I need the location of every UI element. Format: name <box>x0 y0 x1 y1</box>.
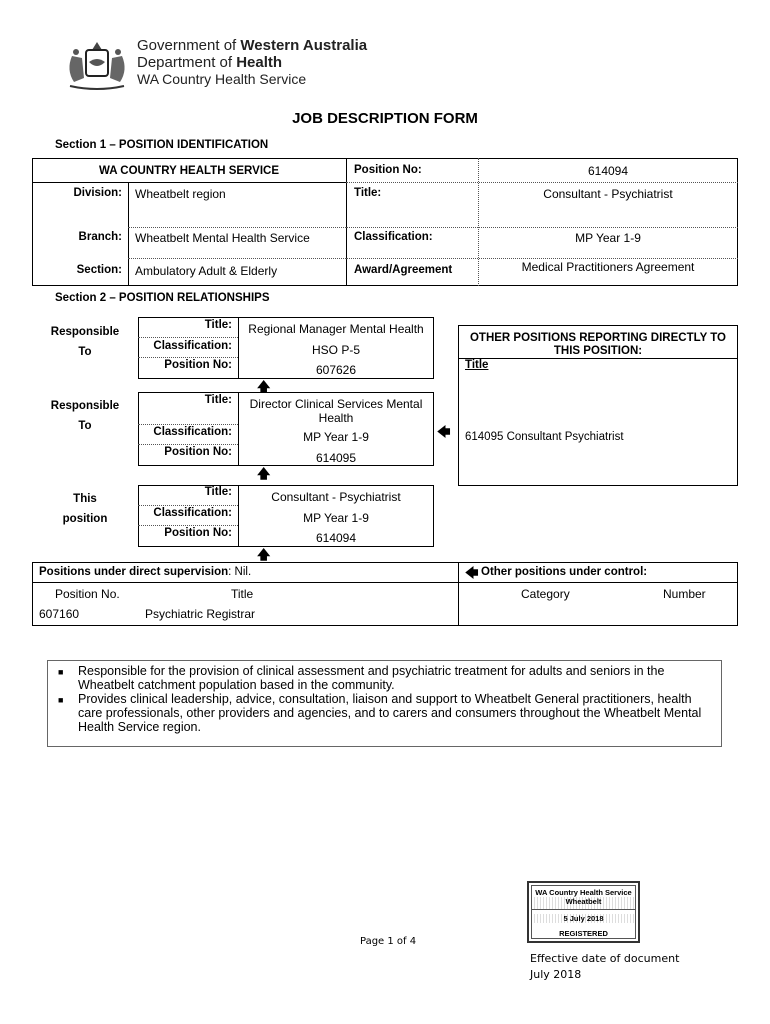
registered-stamp <box>527 881 640 943</box>
bullet-icon: ■ <box>58 695 64 705</box>
stamp-line2: Wheatbelt <box>532 897 635 910</box>
box2-title-value: Director Clinical Services Mental Health <box>249 397 423 425</box>
branch-value: Wheatbelt Mental Health Service <box>135 231 310 245</box>
supervision-row-title: Psychiatric Registrar <box>145 607 256 621</box>
stamp-line1: WA Country Health Service <box>535 888 632 897</box>
box2-posno-label: Position No: <box>164 446 232 458</box>
up-arrow-icon: 🡅 <box>257 547 271 562</box>
section-label: Section: <box>76 264 122 276</box>
service-name: WA Country Health Service <box>137 71 307 87</box>
box3-title-label: Title: <box>204 486 232 498</box>
box1-title-value: Regional Manager Mental Health <box>248 322 424 336</box>
award-value: Medical Practitioners Agreement <box>521 260 695 274</box>
classification-label: Classification: <box>354 231 433 243</box>
stamp-status: REGISTERED <box>559 929 608 938</box>
box1-class-label: Classification: <box>153 340 232 352</box>
up-arrow-icon: 🡅 <box>257 466 271 481</box>
box2-left-label: Responsible To <box>50 400 120 432</box>
box2-class-value: MP Year 1-9 <box>303 430 369 444</box>
up-arrow-icon: 🡅 <box>257 379 271 394</box>
box1-title-label: Title: <box>204 319 232 331</box>
other-positions-item: 614095 Consultant Psychiatrist <box>465 431 624 443</box>
position-no-value: 614094 <box>587 164 629 178</box>
effective-date: Effective date of document July 2018 <box>530 952 680 981</box>
supervision-col-posno: Position No. <box>55 587 120 601</box>
box3-posno-label: Position No: <box>164 527 232 539</box>
division-label: Division: <box>73 187 122 199</box>
control-label: Other positions under control: <box>481 566 648 578</box>
supervision-col-title: Title <box>231 587 254 601</box>
page-title: JOB DESCRIPTION FORM <box>292 110 478 127</box>
box1-posno-label: Position No: <box>164 359 232 371</box>
org-name: WA COUNTRY HEALTH SERVICE <box>99 165 279 177</box>
section1-heading: Section 1 – POSITION IDENTIFICATION <box>55 139 269 151</box>
box2-title-label: Title: <box>204 394 232 406</box>
classification-value: MP Year 1-9 <box>575 231 641 245</box>
branch-label: Branch: <box>78 231 122 243</box>
box2-posno-value: 614095 <box>315 451 357 465</box>
left-arrow-icon: 🡄 <box>437 424 451 439</box>
division-value: Wheatbelt region <box>135 187 226 201</box>
box1-class-value: HSO P-5 <box>311 343 360 357</box>
gov-name: Government of Western Australia <box>137 37 368 54</box>
dept-name: Department of Health <box>137 54 283 71</box>
bullet-icon: ■ <box>58 667 64 677</box>
supervision-label: Positions under direct supervision: Nil. <box>39 566 252 578</box>
title-label: Title: <box>354 187 382 199</box>
title-value: Consultant - Psychiatrist <box>543 187 673 201</box>
control-col-category: Category <box>521 587 570 601</box>
box3-class-value: MP Year 1-9 <box>303 511 369 525</box>
stamp-date: 5 July 2018 <box>532 914 635 923</box>
control-col-number: Number <box>663 587 706 601</box>
duty-item: Responsible for the provision of clinical assessment and psychiatric treatment for adults and seniors in the Wheatbelt catchment population based in the community. <box>78 664 665 692</box>
crest-logo <box>62 36 132 94</box>
box1-posno-value: 607626 <box>315 363 357 377</box>
box3-posno-value: 614094 <box>315 531 357 545</box>
box2-class-label: Classification: <box>153 426 232 438</box>
section-value: Ambulatory Adult & Elderly <box>135 264 278 278</box>
box3-title-value: Consultant - Psychiatrist <box>271 490 401 504</box>
duty-item: Provides clinical leadership, advice, consultation, liaison and support to Wheatbelt General practitioners, health care professionals, other providers and agencies, and to carers and consumers throughout the Wheatbelt Mental Health Service region. <box>78 692 702 734</box>
supervision-row-posno: 607160 <box>39 607 80 621</box>
other-positions-heading: OTHER POSITIONS REPORTING DIRECTLY TO THIS POSITION: <box>469 332 726 357</box>
other-positions-title-col: Title <box>465 359 489 371</box>
left-arrow-icon: 🡄 <box>465 565 479 580</box>
box1-left-label: Responsible To <box>50 326 120 358</box>
box3-left-label: This position <box>62 493 108 525</box>
page-number: Page 1 of 4 <box>360 936 417 947</box>
position-no-label: Position No: <box>354 164 422 176</box>
section2-heading: Section 2 – POSITION RELATIONSHIPS <box>55 292 270 304</box>
box3-class-label: Classification: <box>153 507 232 519</box>
award-label: Award/Agreement <box>354 264 453 276</box>
